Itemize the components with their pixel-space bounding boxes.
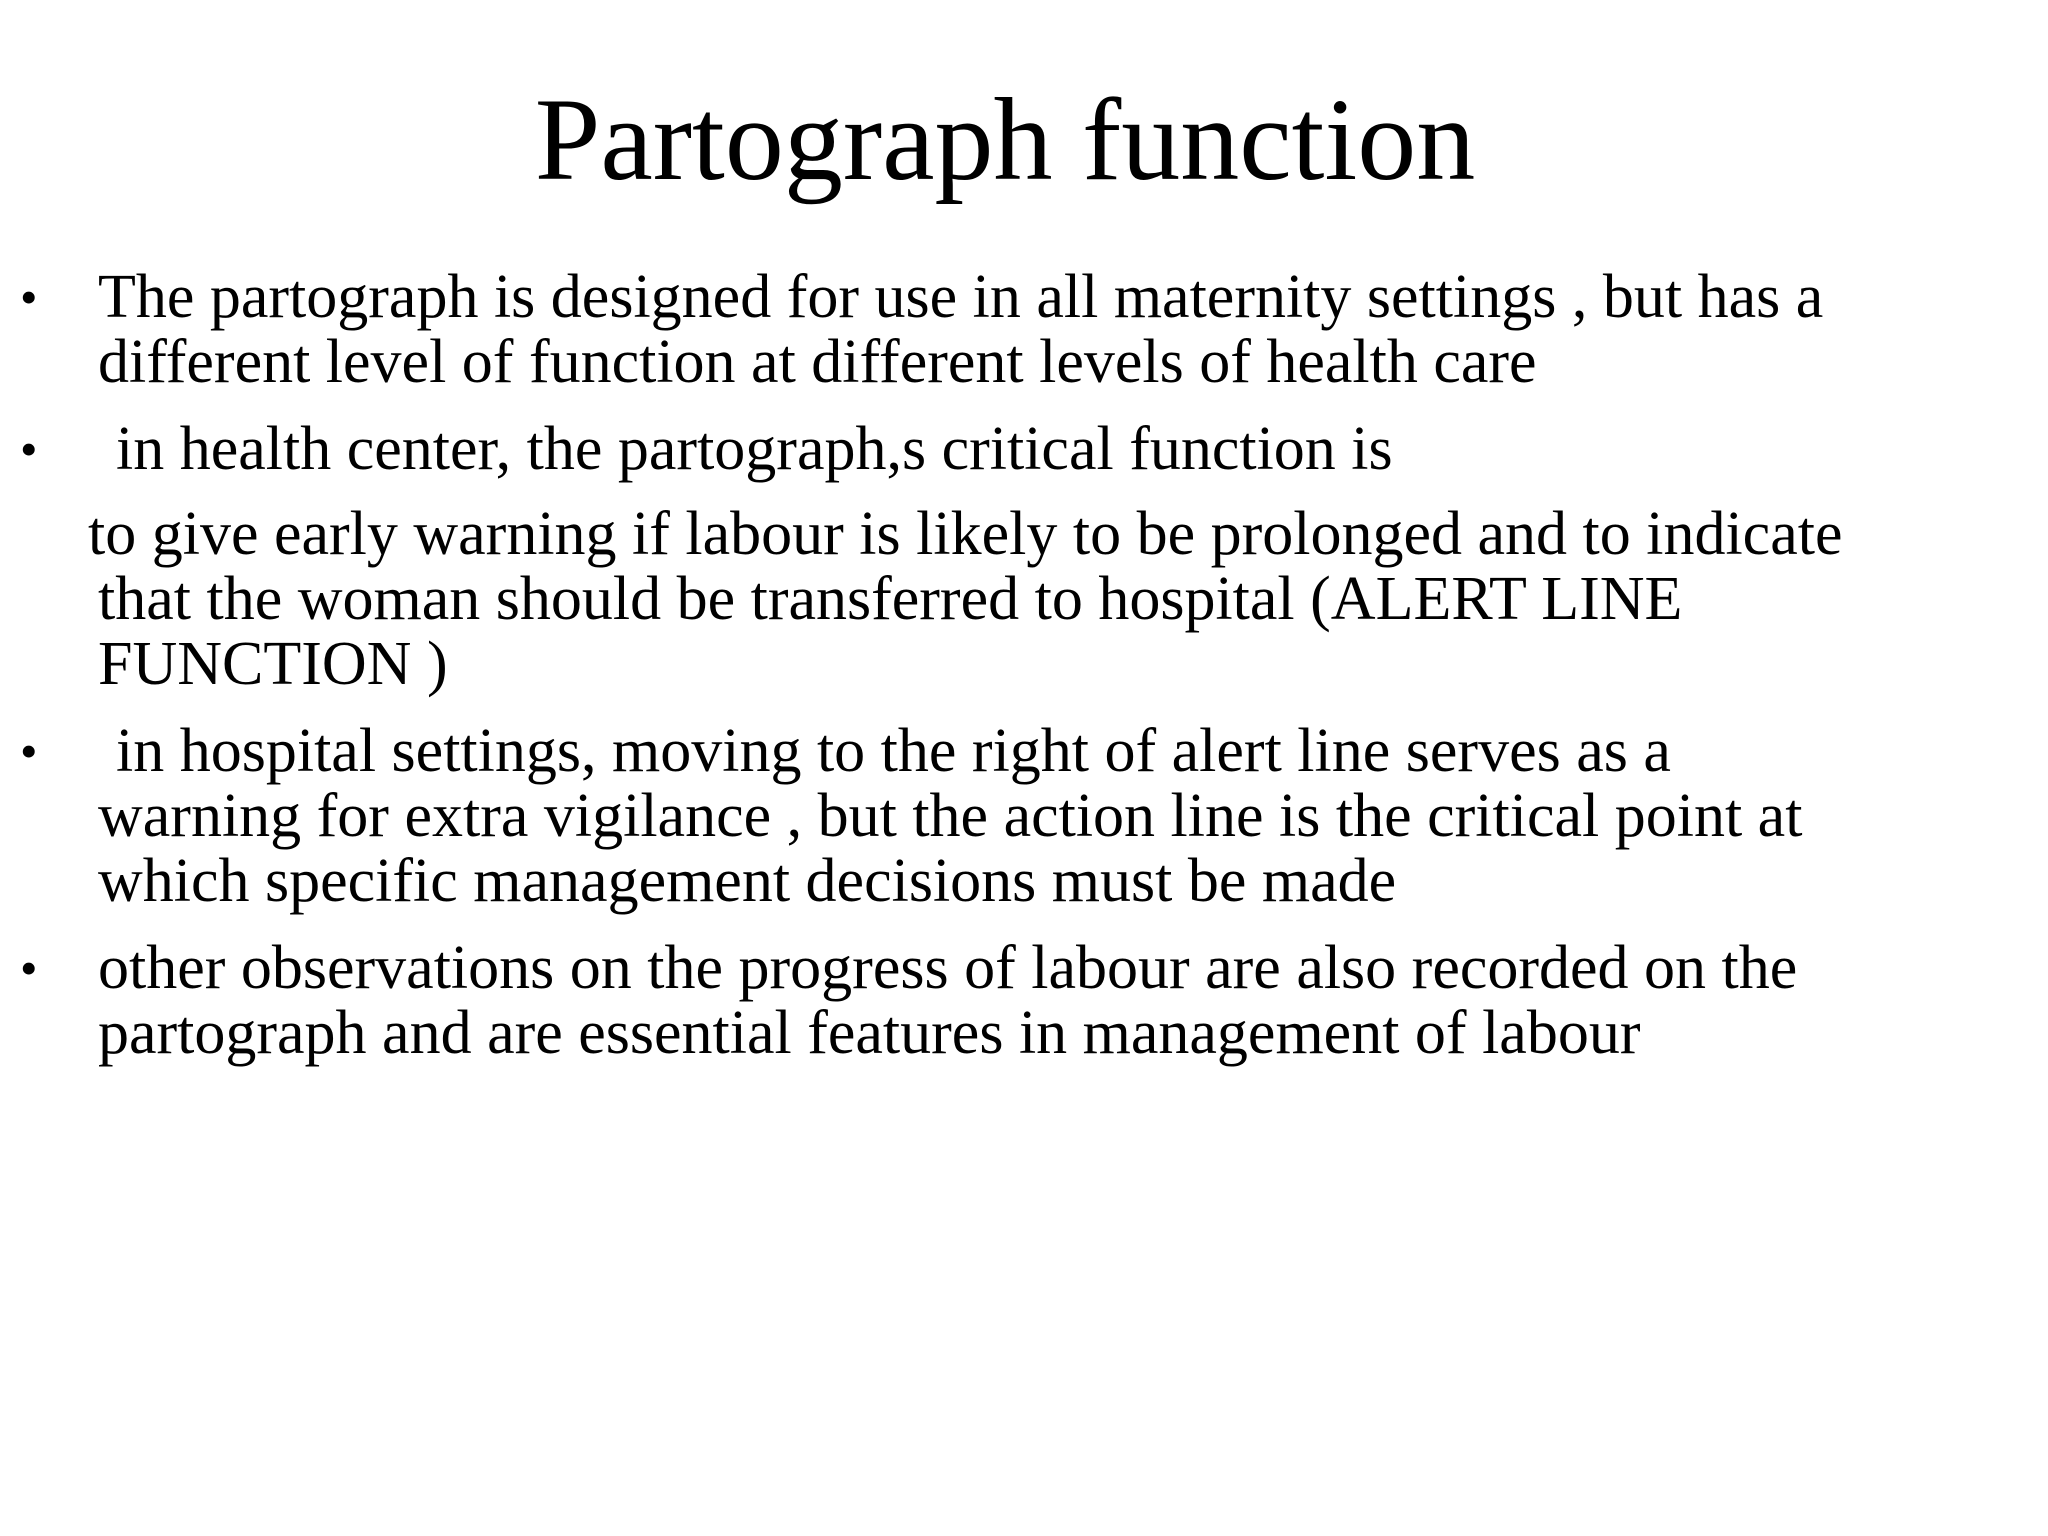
bullet-text-line: warning for extra vigilance , but the action line is the critical point at	[98, 782, 1803, 850]
bullet-item	[0, 936, 2048, 1066]
bullet-text-line: which specific management decisions must be made	[98, 847, 1397, 915]
bullet-item	[0, 417, 2048, 482]
paragraph-text-line: that the woman should be transferred to hospital (ALERT LINE	[98, 565, 1683, 633]
continuation-paragraph	[0, 502, 2048, 697]
bullet-item	[0, 719, 2048, 914]
bullet-text-line: other observations on the progress of labour are also recorded on the	[98, 934, 1798, 1002]
bullet-marker: •	[20, 269, 38, 325]
paragraph-text-line: FUNCTION )	[98, 630, 448, 698]
bullet-text-line: in hospital settings, moving to the right of alert line serves as a	[116, 717, 1671, 785]
slide-body	[0, 265, 2048, 1066]
bullet-text-line: different level of function at different levels of health care	[98, 328, 1537, 396]
bullet-marker: •	[20, 421, 38, 477]
bullet-marker: •	[20, 940, 38, 996]
slide-title: Partograph function	[534, 74, 1476, 205]
bullet-text-line: The partograph is designed for use in all maternity settings , but has a	[98, 263, 1824, 331]
bullet-marker: •	[20, 723, 38, 779]
bullet-text-line: in health center, the partograph,s critical function is	[116, 415, 1393, 483]
paragraph-text-line: to give early warning if labour is likely to be prolonged and to indicate	[88, 500, 1843, 568]
bullet-item	[0, 265, 2048, 395]
bullet-text-line: partograph and are essential features in management of labour	[98, 999, 1641, 1067]
